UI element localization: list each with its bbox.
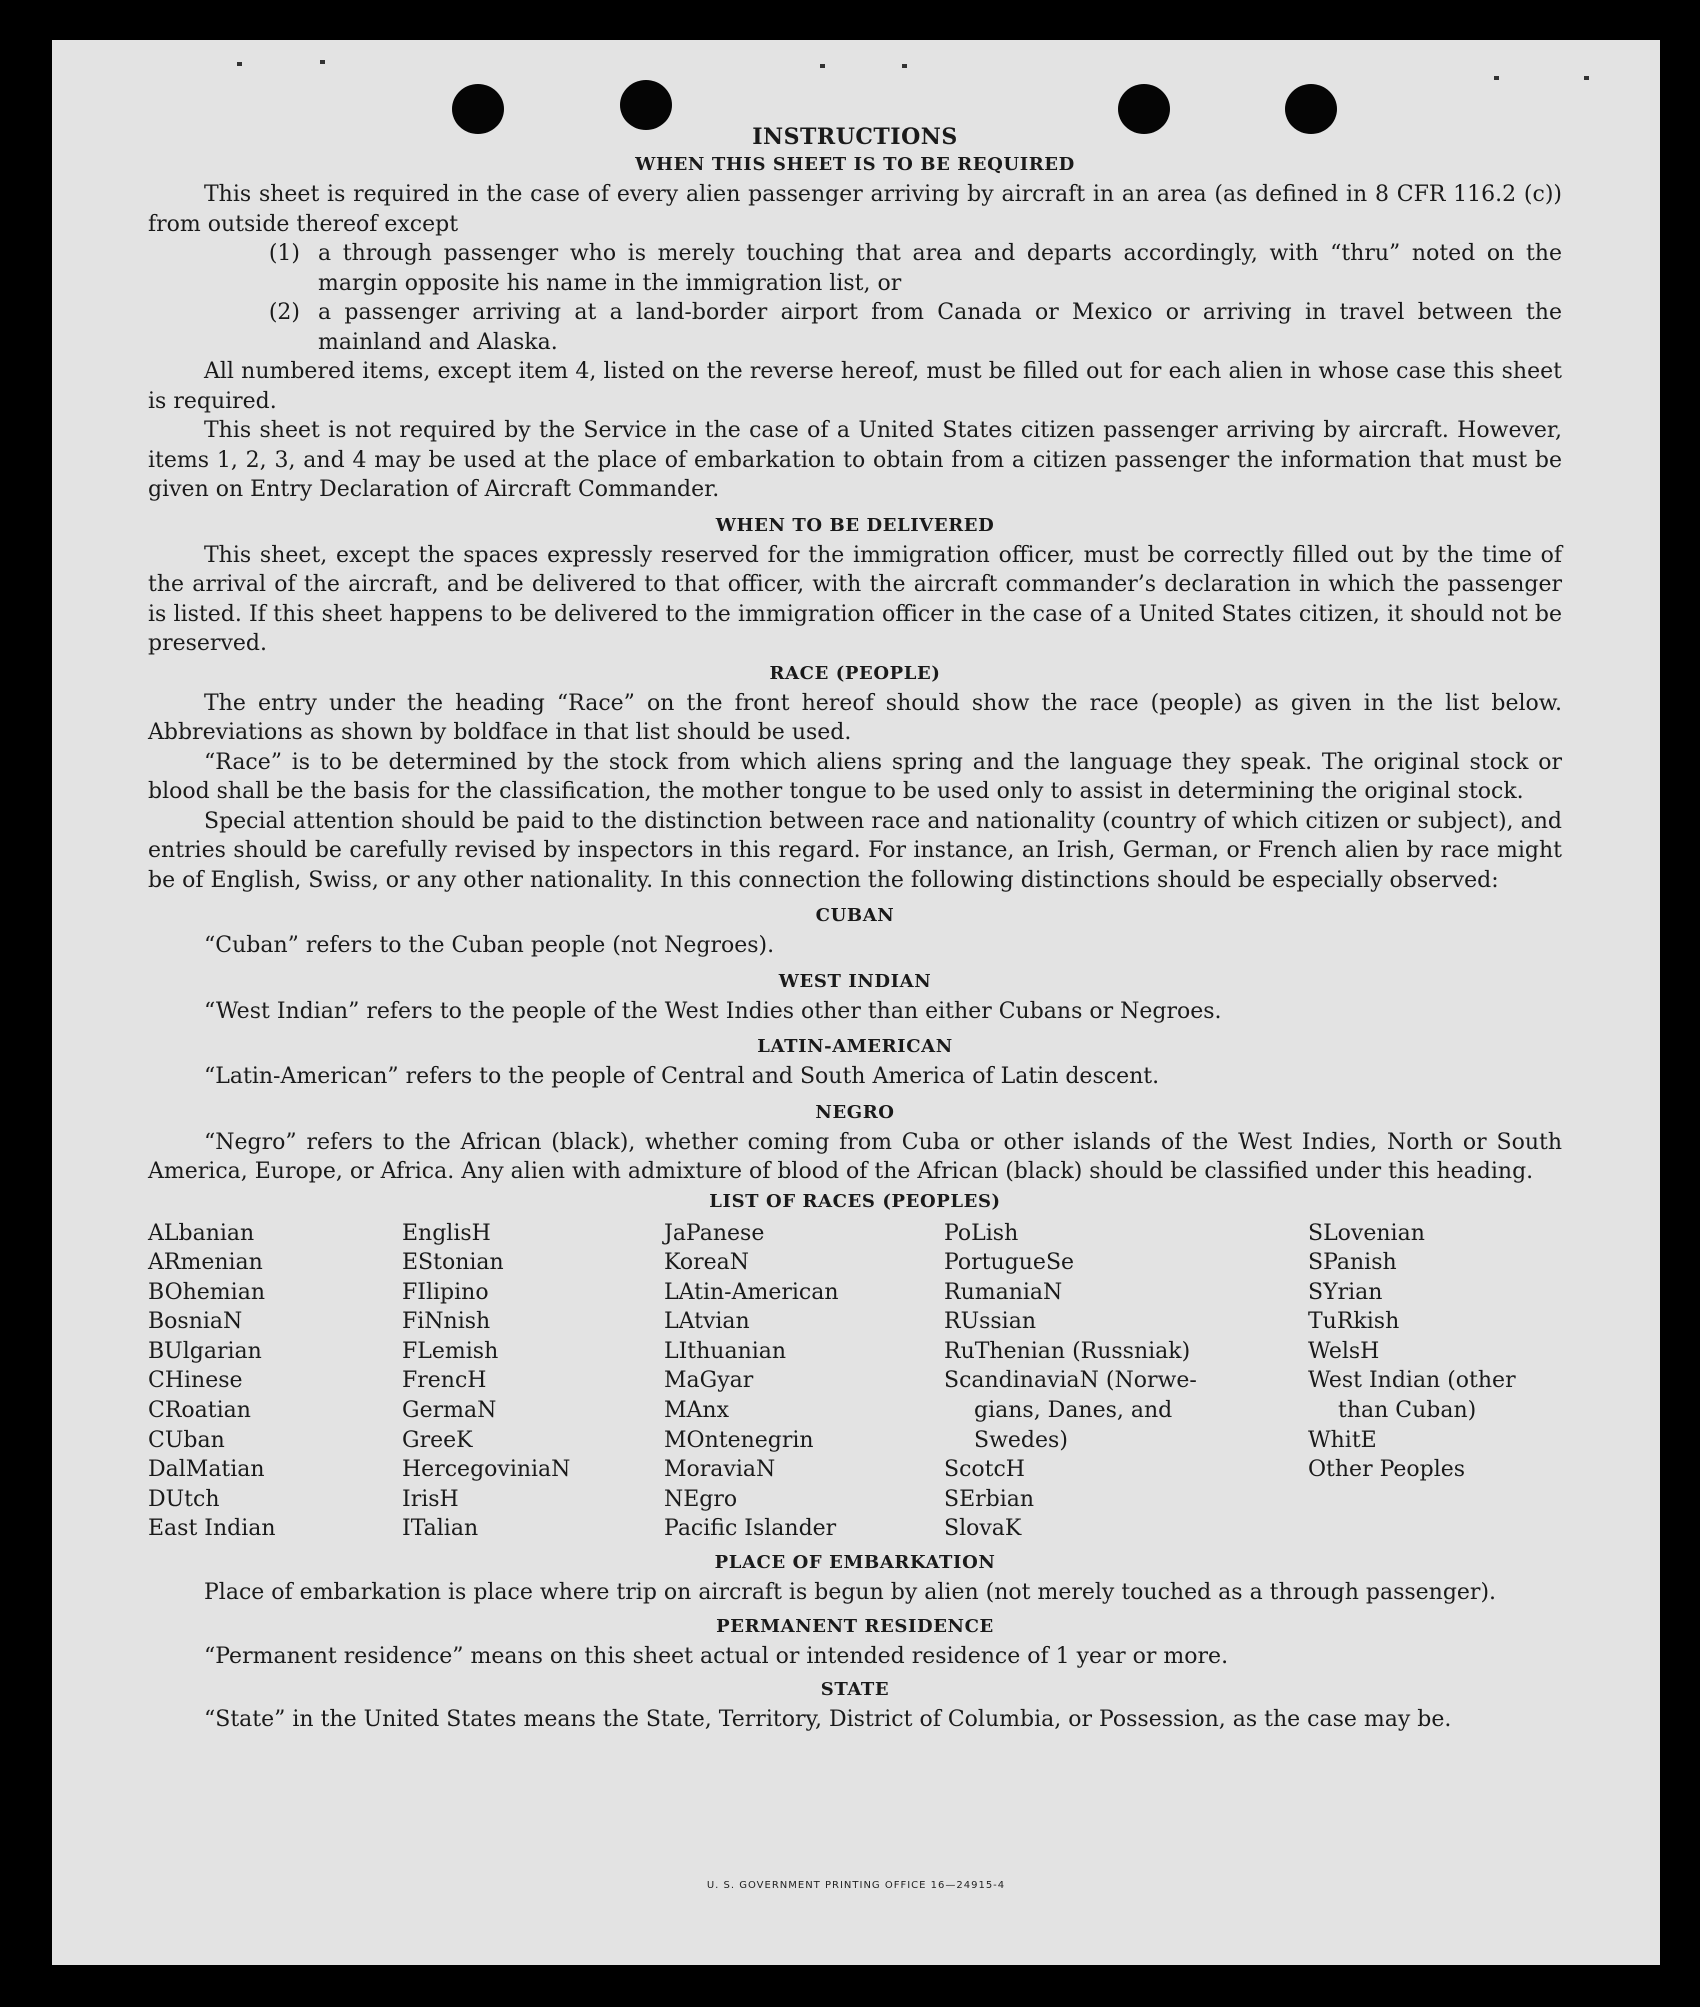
race-entry: than Cuban) <box>1338 1398 1477 1424</box>
race-entry: Other Peoples <box>1308 1457 1466 1483</box>
race-entry: PoLish <box>944 1220 1019 1246</box>
race-entry: BOhemian <box>148 1279 265 1305</box>
item-text: a through passenger who is merely touching that area and departs accordingly, with “thru” noted on the margin opposite his name in the immigration list, or <box>318 241 1562 296</box>
race-entry: WhitE <box>1308 1427 1377 1453</box>
race-entry: Pacific Islander <box>664 1516 837 1542</box>
section-heading: RACE (PEOPLE) <box>769 662 941 684</box>
race-entry: LAtin-American <box>664 1279 839 1305</box>
paragraph: Place of embarkation is place where trip on aircraft is begun by alien (not merely touched as a through passenger). <box>204 1580 1497 1606</box>
section-heading: PERMANENT RESIDENCE <box>716 1615 994 1637</box>
paragraph: This sheet is required in the case of every alien passenger arriving by aircraft in an area (as defined in 8 CFR 116.2 (c)) from outside thereof except <box>148 182 1562 237</box>
race-column <box>1308 1219 1558 1545</box>
race-entry: ALbanian <box>148 1220 255 1246</box>
race-column <box>148 1219 402 1545</box>
race-entry: SYrian <box>1308 1279 1383 1305</box>
race-entry: SErbian <box>944 1486 1035 1512</box>
race-entry: ITalian <box>402 1516 479 1542</box>
race-entry: RUssian <box>944 1309 1037 1335</box>
race-entry: MoraviaN <box>664 1457 776 1483</box>
printer-imprint: U. S. GOVERNMENT PRINTING OFFICE 16—24915-4 <box>706 1880 1006 1891</box>
section-heading: LIST OF RACES (PEOPLES) <box>709 1190 1001 1212</box>
race-entry: TuRkish <box>1308 1309 1400 1335</box>
race-list <box>148 1219 1562 1545</box>
race-entry: EStonian <box>402 1250 504 1276</box>
race-entry: EnglisH <box>402 1220 491 1246</box>
race-entry: Swedes) <box>974 1427 1068 1453</box>
race-entry: gians, Danes, and <box>974 1398 1173 1424</box>
speck <box>820 64 825 68</box>
page-title: INSTRUCTIONS <box>752 124 958 150</box>
race-entry: JaPanese <box>664 1220 765 1246</box>
speck <box>1494 76 1499 80</box>
race-entry: WelsH <box>1308 1338 1380 1364</box>
race-entry: GreeK <box>402 1427 473 1453</box>
section-heading: CUBAN <box>815 905 895 926</box>
race-entry: LIthuanian <box>664 1338 787 1364</box>
race-entry: DUtch <box>148 1486 220 1512</box>
document-page <box>52 40 1660 1965</box>
race-entry: IrisH <box>402 1486 459 1512</box>
paragraph: “Permanent residence” means on this sheet actual or intended residence of 1 year or more. <box>204 1643 1229 1669</box>
race-entry: FiNnish <box>402 1309 491 1335</box>
race-entry: SLovenian <box>1308 1220 1425 1246</box>
race-entry: SlovaK <box>944 1516 1022 1542</box>
race-column <box>944 1219 1308 1545</box>
race-entry: GermaN <box>402 1398 497 1424</box>
race-entry: LAtvian <box>664 1309 750 1335</box>
paragraph: The entry under the heading “Race” on the front hereof should show the race (people) as given in the list below. Abbreviations as shown by boldface in that list should be used. <box>148 690 1562 745</box>
paragraph: “Cuban” refers to the Cuban people (not Negroes). <box>204 933 775 958</box>
race-entry: CUban <box>148 1427 225 1453</box>
paragraph: Special attention should be paid to the distinction between race and nationality (country of which citizen or subject), and entries should be carefully revised by inspectors in this regard. For instance, an Irish, German, or French alien by race might be of English, Swiss, or any other nationality. In this connection the following distinctions should be especially observed: <box>148 808 1562 893</box>
race-entry: ARmenian <box>148 1250 263 1276</box>
paragraph: “Negro” refers to the African (black), whether coming from Cuba or other islands of the West Indies, North or South America, Europe, or Africa. Any alien with admixture of blood of the African (black) should be classified under this heading. <box>148 1129 1562 1184</box>
race-entry: West Indian (other <box>1308 1368 1516 1394</box>
race-entry: MOntenegrin <box>664 1427 814 1453</box>
section-heading: WHEN THIS SHEET IS TO BE REQUIRED <box>635 154 1075 175</box>
section-heading: LATIN-AMERICAN <box>757 1036 953 1057</box>
race-entry: DalMatian <box>148 1457 265 1483</box>
race-entry: RumaniaN <box>944 1279 1063 1305</box>
speck <box>902 64 907 68</box>
race-entry: MAnx <box>664 1398 729 1424</box>
race-entry: NEgro <box>664 1486 738 1512</box>
section-heading: NEGRO <box>815 1101 895 1123</box>
paragraph: All numbered items, except item 4, listed on the reverse hereof, must be filled out for each alien in whose case this sheet is required. <box>148 359 1562 414</box>
item-number: (2) <box>268 300 300 325</box>
race-entry: ScotcH <box>944 1457 1025 1483</box>
section-heading: PLACE OF EMBARKATION <box>714 1552 996 1574</box>
paragraph: “Race” is to be determined by the stock from which aliens spring and the language they speak. The original stock or blood shall be the basis for the classification, the mother tongue to be used only to assist in determining the original stock. <box>148 749 1562 804</box>
speck <box>320 60 325 64</box>
speck <box>1584 76 1589 80</box>
race-entry: FIlipino <box>402 1279 489 1305</box>
instructions-body <box>148 114 1562 1735</box>
race-entry: BosniaN <box>148 1309 243 1335</box>
paragraph: This sheet, except the spaces expressly reserved for the immigration officer, must be correctly filled out by the time of the arrival of the aircraft, and be delivered to that officer, with the aircraft commander’s declaration in which the passenger is listed. If this sheet happens to be delivered to the immigration officer in the case of a United States citizen, it should not be preserved. <box>148 542 1562 656</box>
race-entry: CRoatian <box>148 1398 251 1424</box>
race-column <box>402 1219 664 1545</box>
race-entry: FLemish <box>402 1338 499 1364</box>
race-entry: FrencH <box>402 1368 487 1394</box>
list-item <box>148 298 1562 357</box>
race-entry: PortugueSe <box>944 1250 1075 1276</box>
race-column <box>664 1219 944 1545</box>
list-item <box>148 239 1562 298</box>
race-entry: KoreaN <box>664 1250 749 1276</box>
paragraph: “West Indian” refers to the people of the West Indies other than either Cubans or Negroes. <box>204 998 1222 1024</box>
race-entry: BUlgarian <box>148 1338 262 1364</box>
paragraph: This sheet is not required by the Service in the case of a United States citizen passenger arriving by aircraft. However, items 1, 2, 3, and 4 may be used at the place of embarkation to obtain from a citizen passenger the information that must be given on Entry Declaration of Aircraft Commander. <box>148 418 1562 502</box>
race-entry: East Indian <box>148 1516 276 1542</box>
race-entry: MaGyar <box>664 1368 754 1394</box>
item-number: (1) <box>268 241 300 266</box>
race-entry: HercegoviniaN <box>402 1457 571 1483</box>
paragraph: “State” in the United States means the State, Territory, District of Columbia, or Possession, as the case may be. <box>204 1707 1452 1733</box>
race-entry: SPanish <box>1308 1250 1397 1276</box>
section-heading: WEST INDIAN <box>778 970 932 992</box>
race-entry: RuThenian (Russniak) <box>944 1338 1191 1364</box>
section-heading: STATE <box>820 1679 890 1701</box>
race-entry: CHinese <box>148 1368 243 1394</box>
paragraph: “Latin-American” refers to the people of Central and South America of Latin descent. <box>204 1064 1160 1089</box>
race-entry: ScandinaviaN (Norwe- <box>944 1368 1197 1394</box>
speck <box>237 62 242 66</box>
item-text: a passenger arriving at a land-border airport from Canada or Mexico or arriving in travel between the mainland and Alaska. <box>318 300 1562 355</box>
section-heading: WHEN TO BE DELIVERED <box>715 514 995 536</box>
